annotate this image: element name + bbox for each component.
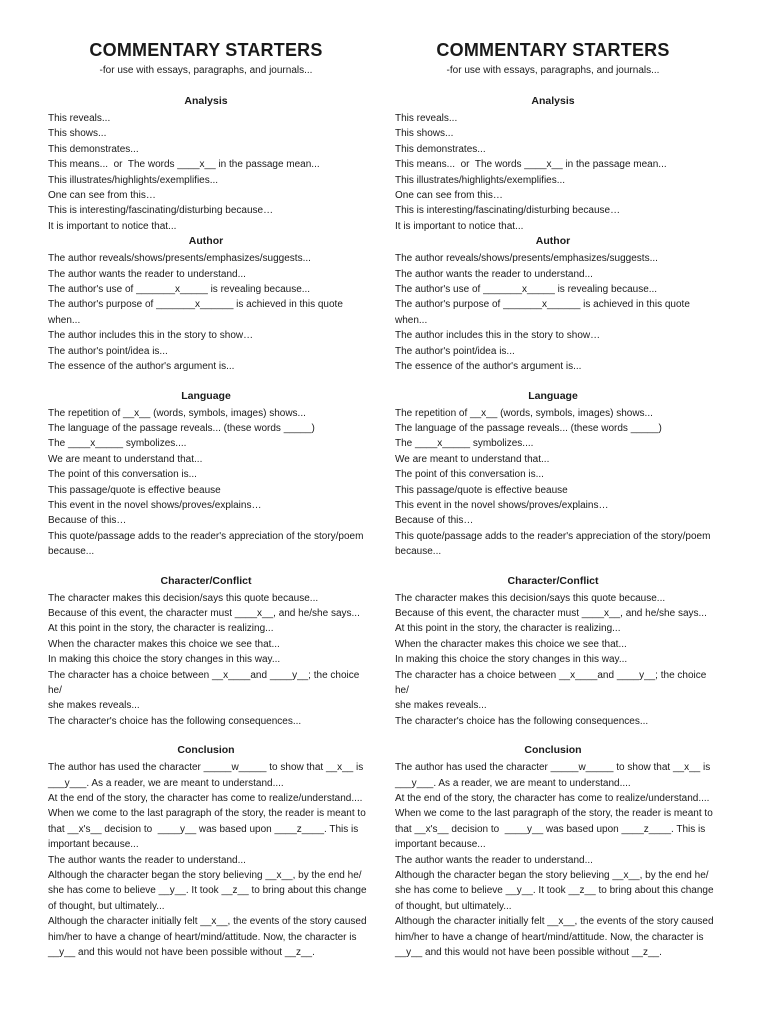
section-analysis: [395, 94, 725, 234]
starter-line: This illustrates/highlights/exemplifies...: [395, 174, 566, 186]
starter-line: him/her to have a change of heart/mind/attitude. Now, the character is: [48, 931, 357, 943]
starter-list: [48, 111, 378, 234]
starter-line: The author's point/idea is...: [48, 345, 168, 357]
starter-line: This is interesting/fascinating/disturbing because…: [48, 205, 274, 217]
starter-line: Because of this…: [48, 515, 127, 527]
starter-line: In making this choice the story changes in this way...: [395, 654, 628, 666]
starter-line: This quote/passage adds to the reader's appreciation of the story/poem: [395, 530, 711, 542]
starter-line: ___y___. As a reader, we are meant to understand....: [395, 777, 631, 789]
starter-line: The author's use of _______x_____ is revealing because...: [395, 284, 658, 296]
section-heading: Author: [188, 235, 224, 248]
starter-line: she makes reveals...: [48, 700, 140, 712]
starter-line: It is important to notice that...: [395, 220, 524, 232]
page-title: COMMENTARY STARTERS: [89, 40, 323, 60]
starter-line: The author includes this in the story to show…: [395, 330, 601, 342]
section-character-conflict: [48, 574, 378, 730]
section-character-conflict: [395, 574, 725, 730]
starter-line: Although the character initially felt __x__, the events of the story caused: [395, 916, 714, 928]
starter-line: The language of the passage reveals... (these words _____): [395, 422, 662, 434]
right-column: [395, 40, 725, 961]
starter-line: of thought, but ultimately...: [48, 900, 165, 912]
left-column: [48, 40, 378, 961]
starter-line: This means... or The words ____x__ in the passage mean...: [395, 159, 667, 171]
starter-line: The language of the passage reveals... (these words _____): [48, 422, 315, 434]
section-heading: Character/Conflict: [160, 574, 252, 587]
starter-line: This illustrates/highlights/exemplifies...: [48, 174, 219, 186]
starter-line: The ____x_____ symbolizes....: [48, 438, 187, 450]
starter-line: The character has a choice between __x____and ____y__; the choice he/: [48, 669, 363, 696]
starter-line: The character makes this decision/says this quote because...: [395, 592, 666, 604]
starter-line: This shows...: [48, 128, 107, 140]
starter-line: This passage/quote is effective beause: [48, 484, 221, 496]
starter-line: Because of this event, the character must ____x__, and he/she says...: [48, 607, 360, 619]
starter-line: This demonstrates...: [395, 143, 486, 155]
starter-line: The author has used the character _____w_____ to show that __x__ is: [395, 762, 711, 774]
starter-line: At the end of the story, the character has come to realize/understand....: [395, 793, 710, 805]
starter-line: The author has used the character _____w_____ to show that __x__ is: [48, 762, 364, 774]
starter-line: Because of this event, the character must ____x__, and he/she says...: [395, 607, 707, 619]
starter-line: The author includes this in the story to show…: [48, 330, 254, 342]
starter-line: It is important to notice that...: [48, 220, 177, 232]
starter-line: This event in the novel shows/proves/explains…: [48, 499, 262, 511]
starter-line: The repetition of __x__ (words, symbols, images) shows...: [48, 407, 306, 419]
starter-line: This means... or The words ____x__ in the passage mean...: [48, 159, 320, 171]
starter-list: [48, 760, 378, 960]
starter-line: We are meant to understand that...: [395, 453, 550, 465]
starter-list: [395, 111, 725, 234]
section-conclusion: [395, 743, 725, 960]
starter-line: When the character makes this choice we see that...: [395, 638, 627, 650]
starter-line: This event in the novel shows/proves/explains…: [395, 499, 609, 511]
starter-line: Although the character began the story believing __x__, by the end he/: [48, 870, 362, 882]
starter-line: she has come to believe __y__. It took __z__ to bring about this change: [395, 885, 714, 897]
starter-list: [48, 251, 378, 374]
starter-line: The essence of the author's argument is...: [395, 361, 582, 373]
starter-line: she has come to believe __y__. It took __z__ to bring about this change: [48, 885, 367, 897]
starter-line: because...: [48, 546, 95, 558]
starter-line: The essence of the author's argument is...: [48, 361, 235, 373]
starter-line: The author's purpose of _______x______ is achieved in this quote when...: [48, 299, 346, 326]
starter-line: At this point in the story, the character is realizing...: [48, 623, 274, 635]
starter-line: that __x's__ decision to ____y__ was based upon ____z____. This is: [48, 823, 359, 835]
starter-line: We are meant to understand that...: [48, 453, 203, 465]
starter-line: Although the character initially felt __x__, the events of the story caused: [48, 916, 367, 928]
starter-line: The author wants the reader to understand...: [48, 268, 246, 280]
starter-line: ___y___. As a reader, we are meant to understand....: [48, 777, 284, 789]
starter-line: she makes reveals...: [395, 700, 487, 712]
starter-line: The character makes this decision/says this quote because...: [48, 592, 319, 604]
starter-line: This is interesting/fascinating/disturbing because…: [395, 205, 621, 217]
section-heading: Author: [535, 235, 571, 248]
starter-line: The author wants the reader to understand...: [48, 854, 246, 866]
starter-line: This demonstrates...: [48, 143, 139, 155]
starter-list: [48, 591, 378, 730]
starter-line: This reveals...: [395, 113, 458, 124]
starter-line: __y__ and this would not have been possible without __z__.: [395, 947, 662, 959]
starter-line: important because...: [395, 839, 486, 851]
starter-line: This reveals...: [48, 113, 111, 124]
page-title: COMMENTARY STARTERS: [436, 40, 670, 60]
starter-line: The character has a choice between __x____and ____y__; the choice he/: [395, 669, 710, 696]
page-subtitle: -for use with essays, paragraphs, and journals...: [99, 65, 313, 76]
starter-line: The author reveals/shows/presents/emphasizes/suggests...: [395, 253, 658, 265]
section-heading: Language: [181, 389, 231, 402]
starter-line: At the end of the story, the character has come to realize/understand....: [48, 793, 363, 805]
starter-line: of thought, but ultimately...: [395, 900, 512, 912]
starter-line: The author wants the reader to understand...: [395, 854, 593, 866]
starter-line: The author's use of _______x_____ is revealing because...: [48, 284, 311, 296]
starter-line: When we come to the last paragraph of the story, the reader is meant to: [48, 808, 366, 820]
starter-list: [395, 591, 725, 730]
starter-list: [395, 760, 725, 960]
starter-line: The author reveals/shows/presents/emphasizes/suggests...: [48, 253, 311, 265]
starter-list: [395, 406, 725, 560]
starter-line: Although the character began the story believing __x__, by the end he/: [395, 870, 709, 882]
starter-line: Because of this…: [395, 515, 474, 527]
starter-line: The repetition of __x__ (words, symbols, images) shows...: [395, 407, 653, 419]
starter-line: In making this choice the story changes in this way...: [48, 654, 281, 666]
starter-list: [48, 406, 378, 560]
page-subtitle: -for use with essays, paragraphs, and journals...: [446, 65, 660, 76]
starter-line: __y__ and this would not have been possible without __z__.: [48, 947, 315, 959]
section-heading: Conclusion: [524, 744, 582, 757]
section-author: [48, 234, 378, 374]
starter-line: The author wants the reader to understand...: [395, 268, 593, 280]
starter-line: The character's choice has the following consequences...: [48, 715, 302, 727]
starter-line: This quote/passage adds to the reader's appreciation of the story/poem: [48, 530, 364, 542]
section-heading: Character/Conflict: [507, 574, 599, 587]
starter-line: that __x's__ decision to ____y__ was based upon ____z____. This is: [395, 823, 706, 835]
starter-line: When the character makes this choice we see that...: [48, 638, 280, 650]
starter-line: important because...: [48, 839, 139, 851]
section-heading: Analysis: [531, 95, 575, 107]
starter-line: The character's choice has the following consequences...: [395, 715, 649, 727]
starter-list: [395, 251, 725, 374]
starter-line: This shows...: [395, 128, 454, 140]
starter-line: The ____x_____ symbolizes....: [395, 438, 534, 450]
starter-line: One can see from this…: [48, 190, 156, 202]
starter-line: The author's point/idea is...: [395, 345, 515, 357]
section-heading: Analysis: [184, 95, 228, 107]
starter-line: him/her to have a change of heart/mind/attitude. Now, the character is: [395, 931, 704, 943]
section-language: [48, 389, 378, 560]
section-heading: Language: [528, 389, 578, 402]
starter-line: This passage/quote is effective beause: [395, 484, 568, 496]
starter-line: The point of this conversation is...: [395, 469, 544, 481]
starter-line: One can see from this…: [395, 190, 503, 202]
section-author: [395, 234, 725, 374]
starter-line: The author's purpose of _______x______ is achieved in this quote when...: [395, 299, 693, 326]
section-conclusion: [48, 743, 378, 960]
starter-line: When we come to the last paragraph of the story, the reader is meant to: [395, 808, 713, 820]
section-analysis: [48, 94, 378, 234]
starter-line: because...: [395, 546, 442, 558]
section-heading: Conclusion: [177, 744, 235, 757]
section-language: [395, 389, 725, 560]
starter-line: At this point in the story, the character is realizing...: [395, 623, 621, 635]
starter-line: The point of this conversation is...: [48, 469, 197, 481]
